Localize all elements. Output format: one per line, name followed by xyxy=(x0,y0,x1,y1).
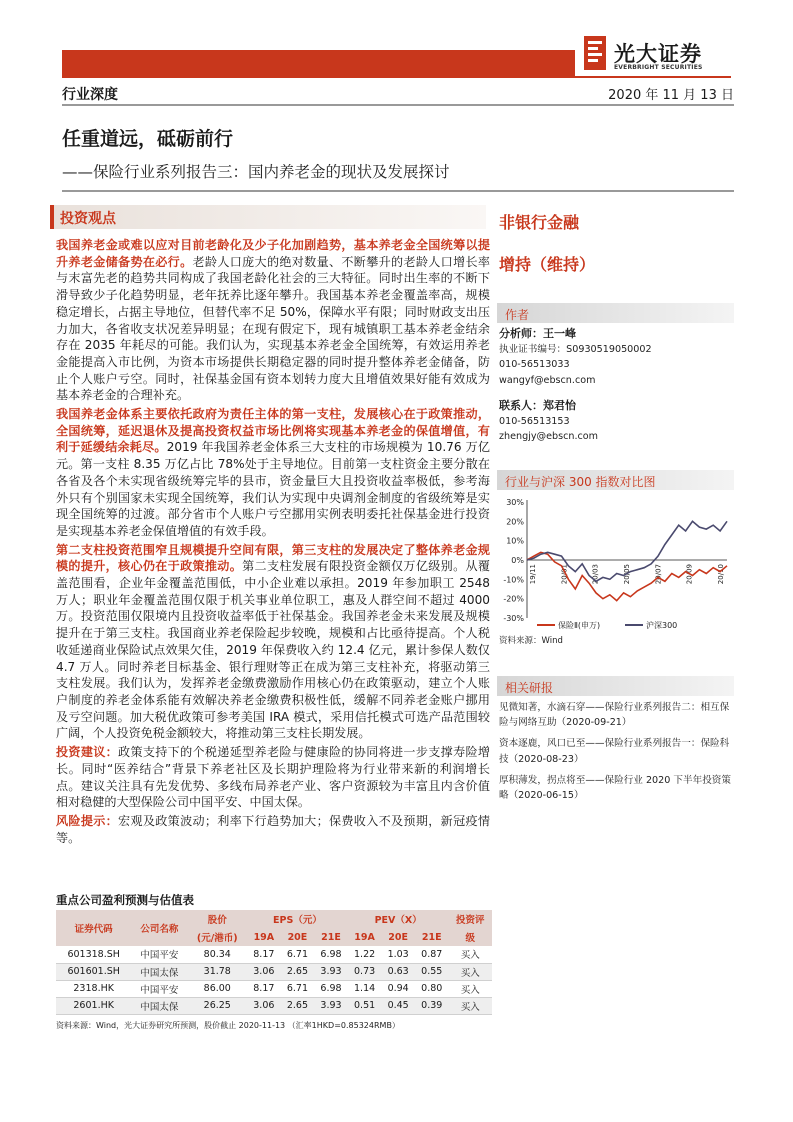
col-name: 公司名称 xyxy=(131,910,187,946)
legend-label-2: 沪深300 xyxy=(646,621,678,630)
logo-text-en: EVERBRIGHT SECURITIES xyxy=(614,64,703,71)
analyst-cert: 执业证书编号：S0930519050002 xyxy=(499,344,652,356)
everbright-logo xyxy=(584,36,734,76)
section-heading-label: 投资观点 xyxy=(60,211,116,227)
table-cell: 3.93 xyxy=(314,997,348,1014)
chart-heading-label: 行业与沪深 300 指数对比图 xyxy=(505,475,656,489)
table-cell: 3.06 xyxy=(247,997,281,1014)
table-cell: 中国太保 xyxy=(131,997,187,1014)
section-heading xyxy=(50,205,486,229)
table-title: 重点公司盈利预测与估值表 xyxy=(56,893,194,907)
header-red-line xyxy=(62,76,731,78)
report-type: 行业深度 xyxy=(62,87,118,103)
author-heading-label: 作者 xyxy=(505,308,530,322)
table-cell: 1.03 xyxy=(381,946,415,963)
col-pev: PEV（X） xyxy=(348,910,449,928)
table-cell: 31.78 xyxy=(187,963,247,980)
y-tick-label: 10% xyxy=(506,536,524,546)
table-cell: 2.65 xyxy=(281,963,315,980)
col-rating-2: 级 xyxy=(449,928,492,946)
related-heading xyxy=(497,676,734,696)
related-list xyxy=(499,700,735,803)
col-eps-21e: 21E xyxy=(314,928,348,946)
chart-heading xyxy=(497,470,734,490)
table-cell: 0.80 xyxy=(415,980,449,997)
table-note: 资料来源：Wind，光大证券研究所预测，股价截止 2020-11-13 （汇率1HKD=0.85324RMB） xyxy=(56,1021,400,1030)
report-title: 任重道远，砥砺前行 xyxy=(62,128,234,150)
table-cell: 1.14 xyxy=(348,980,382,997)
table-cell: 6.71 xyxy=(281,946,315,963)
table-cell: 6.71 xyxy=(281,980,315,997)
table-cell: 3.93 xyxy=(314,963,348,980)
table-cell: 0.39 xyxy=(415,997,449,1014)
x-tick-label: 19/11 xyxy=(529,564,537,585)
table-cell: 0.45 xyxy=(381,997,415,1014)
report-subtitle: ——保险行业系列报告三：国内养老金的现状及发展探讨 xyxy=(62,163,450,181)
paragraph-2-text: 2019 年我国养老金体系三大支柱的市场规模为 10.76 万亿元。第一支柱 8.35 万亿占比 78%处于主导地位。目前第一支柱资金主要分散在各省及各个未实现省级统筹完毕的县市，资金量巨大且投资收益率极低，参考海外只有个别国家未实现全国统筹，我们认为实现中央调剂金制度的省级统筹是实现全国统筹的过渡。部分省市个人账户亏空挪用实例表明委托社保基金进行投资是实现基本养老金保值增值的有效手段。 xyxy=(56,440,490,538)
comparison-chart xyxy=(497,494,735,634)
x-tick-label: 20/07 xyxy=(654,564,663,585)
paragraph-2-lead: 我国养老金体系主要依托政府为责任主体的第一支柱，发展核心在于政策推动，全国统筹，延迟退休及提高投资权益市场比例将实现基本养老金的保值增值，有利于延缓结余耗尽。 xyxy=(56,407,490,455)
y-tick-label: -10% xyxy=(503,575,524,585)
table-cell: 1.22 xyxy=(348,946,382,963)
y-tick-label: -30% xyxy=(503,614,524,623)
table-cell: 2318.HK xyxy=(56,980,131,997)
paragraph-2 xyxy=(56,406,490,540)
y-tick-label: 30% xyxy=(506,498,524,507)
table-cell: 0.55 xyxy=(415,963,449,980)
table-row xyxy=(56,997,492,1014)
paragraph-1-lead: 我国养老金或难以应对目前老龄化及少子化加剧趋势，基本养老金全国统筹以提升养老金储备势在必行。 xyxy=(56,238,490,269)
industry-rating: 增持（维持） xyxy=(499,255,596,274)
author-heading xyxy=(497,303,734,323)
table-cell: 买入 xyxy=(449,980,492,997)
x-tick-label: 20/05 xyxy=(623,564,631,585)
col-eps: EPS（元） xyxy=(247,910,348,928)
author-block xyxy=(499,326,735,444)
paragraph-3-text: 第二支柱发展有限投资金额仅万亿级别。从覆盖范围看，企业年金覆盖范围低，中小企业难以承担。2019 年参加职工 2548 万人；职业年金覆盖范围仅限于机关事业单位职工，惠及人群空间不超过 4000 万。投资范围仅限境内且投资收益率低于社保基金。我国养老金未来发展及规模提升在于第三支柱。我国商业养老保险起步较晚，规模和占比亟待提高。个人税收延递商业保险试点效果欠佳，2019 年保费收入约 12.4 亿元，累计参保人数仅 4.7 万人。同时养老目标基金、银行理财等正在成为第三支柱补充，将驱动第三支柱发展。我们认为，发挥养老金缴费激励作用核心仍在政策驱动，建立个人账户制度的养老金体系能有效解决养老金缴费积极性低，缓解不同养老金账户挪用及亏空问题。加大税优政策可参考美国 IRA 模式，采用信托模式可选产品范围较广阔，个人投资免税金额较大，将推动第三支柱长期发展。 xyxy=(56,559,490,741)
header-divider xyxy=(62,104,734,106)
analyst-name: 分析师：王一峰 xyxy=(499,327,576,340)
analyst-email: wangyf@ebscn.com xyxy=(499,374,596,386)
paragraph-5-lead: 风险提示： xyxy=(56,813,119,828)
x-tick-label: 20/01 xyxy=(560,564,569,585)
paragraph-4 xyxy=(56,744,490,811)
table-cell: 3.06 xyxy=(247,963,281,980)
analyst-phone: 010-56513033 xyxy=(499,359,570,371)
table-cell: 0.94 xyxy=(381,980,415,997)
paragraph-5-text: 宏观及政策波动；利率下行趋势加大；保费收入不及预期，新冠疫情等。 xyxy=(56,813,490,845)
table-row xyxy=(56,946,492,963)
y-tick-label: -20% xyxy=(503,594,524,604)
related-report-1[interactable]: 见微知著，水滴石穿——保险行业系列报告二：相互保险与网络互助（2020-09-21） xyxy=(499,702,730,729)
table-cell: 601318.SH xyxy=(56,946,131,963)
table-cell: 26.25 xyxy=(187,997,247,1014)
x-tick-label: 20/03 xyxy=(591,564,600,585)
contact-phone: 010-56513153 xyxy=(499,416,570,428)
table-cell: 8.17 xyxy=(247,946,281,963)
contact-email: zhengjy@ebscn.com xyxy=(499,431,599,443)
contact-name: 联系人：郑君怡 xyxy=(499,398,576,412)
related-report-3[interactable]: 厚积薄发，拐点将至——保险行业 2020 下半年投资策略（2020-06-15） xyxy=(499,774,731,802)
table-cell: 买入 xyxy=(449,997,492,1014)
table-cell: 86.00 xyxy=(187,980,247,997)
table-cell: 0.73 xyxy=(348,963,382,980)
paragraph-4-text: 政策支持下的个税递延型养老险与健康险的协同将进一步支撑寿险增长。同时“医养结合”背景下养老社区及长期护理险将为行业带来新的利润增长点。建议关注具有先发优势、多线布局养老产业、客户资源较为丰富且内含价值相对稳健的大型保险公司中国平安、中国太保。 xyxy=(56,745,490,810)
table-cell: 2.65 xyxy=(281,997,315,1014)
paragraph-5 xyxy=(56,813,490,846)
table-cell: 中国平安 xyxy=(131,980,187,997)
table-row xyxy=(56,963,492,980)
table-cell: 6.98 xyxy=(314,980,348,997)
related-report-2[interactable]: 资本逐鹿，风口已至——保险行业系列报告一：保险科技（2020-08-23） xyxy=(499,738,730,765)
table-cell: 0.87 xyxy=(415,946,449,963)
paragraph-4-lead: 投资建议： xyxy=(56,745,119,760)
related-heading-label: 相关研报 xyxy=(505,681,554,695)
investment-view-body xyxy=(56,237,490,848)
col-pev-19a: 19A xyxy=(348,928,382,946)
table-cell: 80.34 xyxy=(187,946,247,963)
table-cell: 中国太保 xyxy=(131,963,187,980)
report-date: 2020 年 11 月 13 日 xyxy=(608,88,734,103)
table-cell: 买入 xyxy=(449,946,492,963)
legend-label-1: 保险Ⅱ(申万) xyxy=(558,621,601,630)
col-rating: 投资评 xyxy=(449,910,492,928)
table-cell: 2601.HK xyxy=(56,997,131,1014)
valuation-table xyxy=(56,910,492,1015)
col-eps-20e: 20E xyxy=(281,928,315,946)
y-tick-label: 20% xyxy=(506,517,524,527)
col-pev-20e: 20E xyxy=(381,928,415,946)
paragraph-3 xyxy=(56,542,490,742)
table-row xyxy=(56,980,492,997)
title-divider xyxy=(62,190,734,192)
table-cell: 中国平安 xyxy=(131,946,187,963)
col-price-unit: (元/港币) xyxy=(187,928,247,946)
table-cell: 0.63 xyxy=(381,963,415,980)
col-price: 股价 xyxy=(187,910,247,928)
header-red-bar xyxy=(62,50,575,76)
table-cell: 8.17 xyxy=(247,980,281,997)
logo-text-cn: 光大证券 xyxy=(614,42,702,66)
section-heading-bar xyxy=(50,205,54,229)
table-cell: 6.98 xyxy=(314,946,348,963)
chart-source: 资料来源：Wind xyxy=(499,636,563,646)
industry-name: 非银行金融 xyxy=(499,213,580,232)
paragraph-1 xyxy=(56,237,490,404)
paragraph-3-lead: 第二支柱投资范围窄且规模提升空间有限，第三支柱的发展决定了整体养老金规模的提升，核心仍在于政策推动。 xyxy=(56,542,490,574)
col-pev-21e: 21E xyxy=(415,928,449,946)
everbright-logo-icon xyxy=(584,36,606,70)
x-tick-label: 20/10 xyxy=(717,564,725,585)
table-cell: 0.51 xyxy=(348,997,382,1014)
col-eps-19a: 19A xyxy=(247,928,281,946)
table-cell: 601601.SH xyxy=(56,963,131,980)
paragraph-1-text: 老龄人口庞大的绝对数量、不断攀升的老龄人口增长率与末富先老的趋势共同构成了我国老龄化社会的三大特征。同时出生率的不断下滑导致少子化趋势明显，老年抚养比逐年攀升。我国基本养老金覆盖率高，规模稳定增长，占据主导地位，但替代率不足 50%，保障水平有限；同时财政支出压力加大，各省收支状况差异明显；在现有假定下，现有城镇职工基本养老金结余存在 2035 年耗尽的可能。我们认为，实现基本养老金全国统筹，有效运用养老金能提高入市比例，为资本市场提供长期稳定器的同时提升整体养老金储备，防止个人账户亏空。同时，社保基金国有资本划转力度大且增值效果好能有效成为基本养老金的合理补充。 xyxy=(56,254,490,403)
table-cell: 买入 xyxy=(449,963,492,980)
x-tick-label: 20/09 xyxy=(685,564,694,585)
col-code: 证券代码 xyxy=(56,910,131,946)
y-tick-label: 0% xyxy=(511,556,524,565)
